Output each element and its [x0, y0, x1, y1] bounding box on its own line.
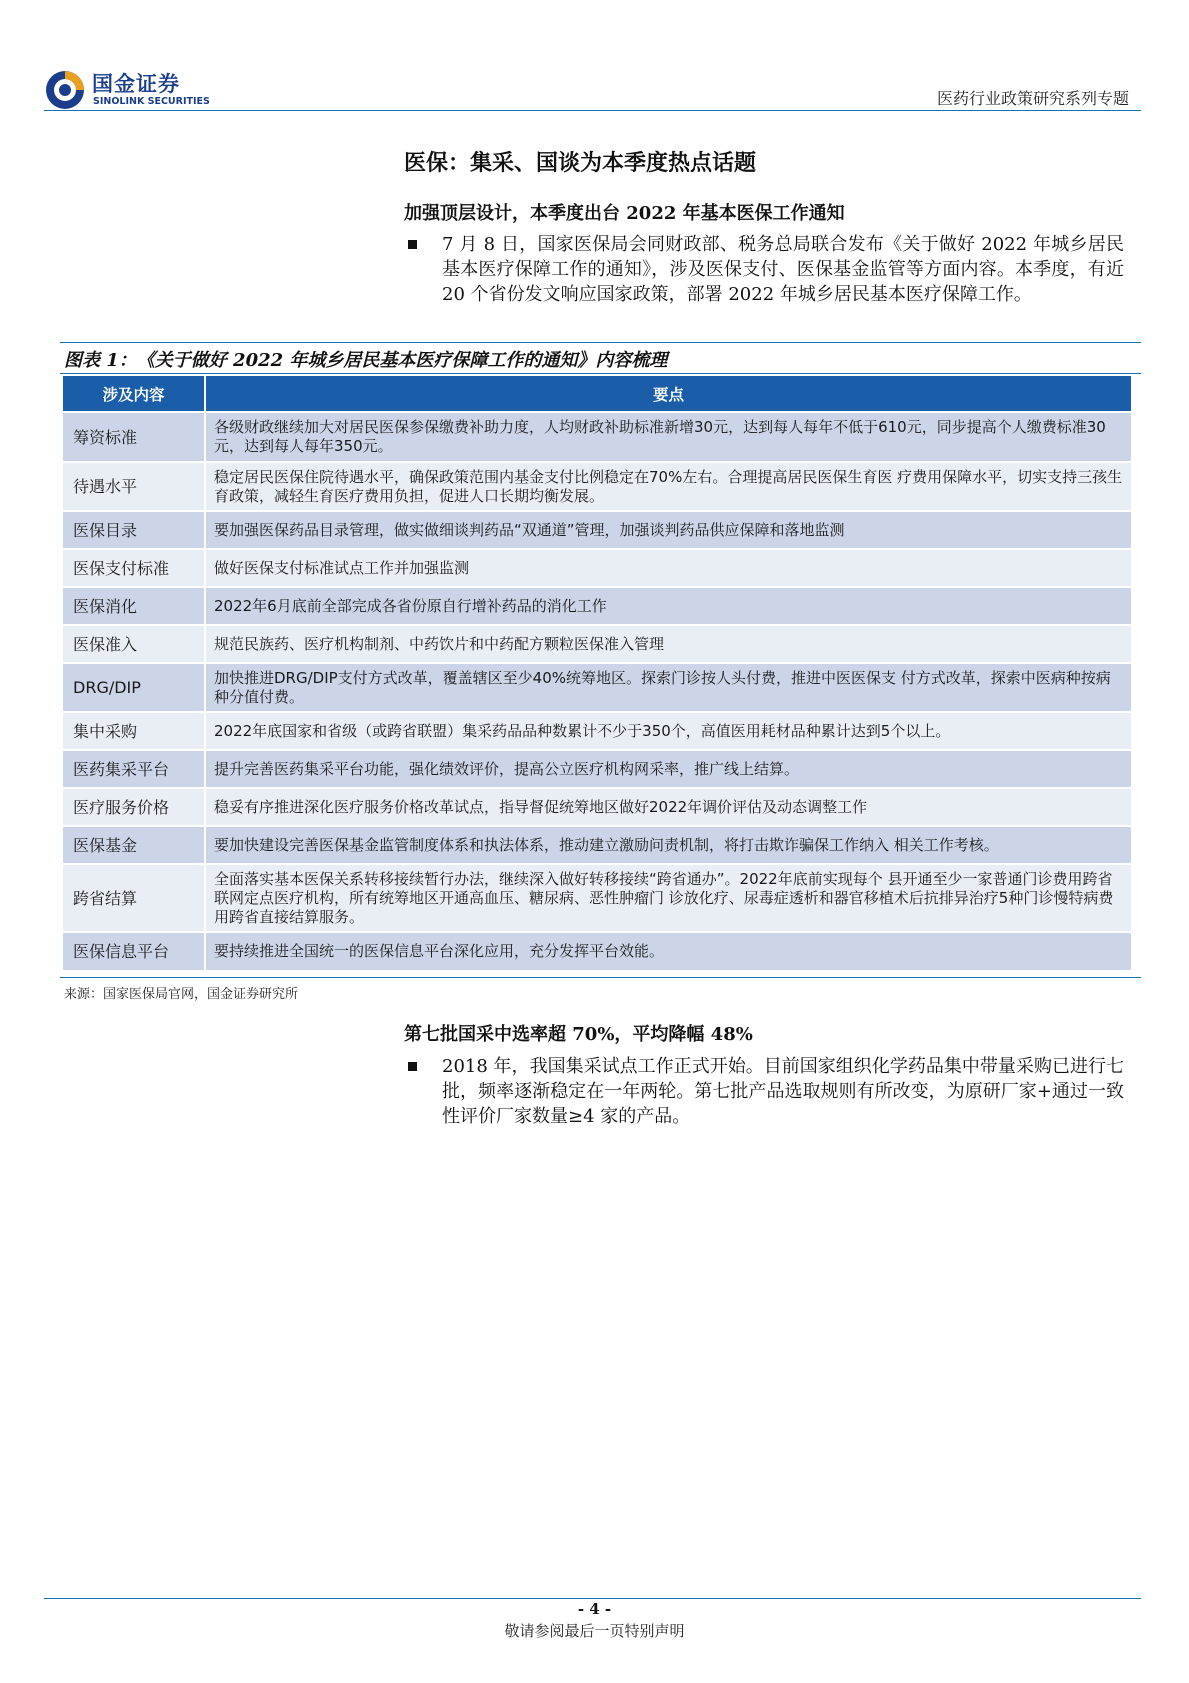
sinolink-logo-icon	[44, 69, 86, 111]
page-number: - 4 -	[577, 1600, 612, 1618]
topic-cell: 医药集采平台	[63, 750, 205, 788]
topic-cell: 医疗服务价格	[63, 788, 205, 826]
topic-cell: 医保基金	[63, 826, 205, 864]
topic-cell: 医保准入	[63, 625, 205, 663]
bullet-square-icon	[408, 240, 417, 249]
point-cell: 2022年底国家和省级（或跨省联盟）集采药品品种数累计不少于350个，高值医用耗材品种累计达到5个以上。	[205, 712, 1131, 750]
column-header-topic: 涉及内容	[63, 376, 205, 412]
table-row	[63, 826, 1131, 864]
topic-cell: 集中采购	[63, 712, 205, 750]
point-cell: 稳妥有序推进深化医疗服务价格改革试点，指导督促统筹地区做好2022年调价评估及动态调整工作	[205, 788, 1131, 826]
point-cell: 稳定居民医保住院待遇水平，确保政策范围内基金支付比例稳定在70%左右。合理提高居民医保生育医 疗费用保障水平，切实支持三孩生育政策，减轻生育医疗费用负担，促进人口长期均衡发展。	[205, 462, 1131, 511]
table-bottom-rule	[60, 977, 1141, 978]
subsection-heading-policy: 加强顶层设计，本季度出台 2022 年基本医保工作通知	[404, 203, 845, 224]
company-logo	[44, 66, 220, 112]
topic-cell: 医保信息平台	[63, 932, 205, 970]
figure-title-rule	[60, 373, 1141, 374]
point-cell: 要加强医保药品目录管理，做实做细谈判药品“双通道”管理，加强谈判药品供应保障和落地监测	[205, 511, 1131, 549]
table-row	[63, 932, 1131, 970]
point-cell: 做好医保支付标准试点工作并加强监测	[205, 549, 1131, 587]
logo-text-cn: 国金证券	[92, 72, 180, 96]
logo-text-en: SINOLINK SECURITIES	[93, 96, 210, 107]
table-row	[63, 412, 1131, 462]
topic-cell: 医保目录	[63, 511, 205, 549]
point-cell: 提升完善医药集采平台功能，强化绩效评价，提高公立医疗机构网采率，推广线上结算。	[205, 750, 1131, 788]
figure-title: 图表 1：《关于做好 2022 年城乡居民基本医疗保障工作的通知》内容梳理	[64, 350, 668, 371]
figure-source: 来源：国家医保局官网，国金证券研究所	[64, 987, 299, 1002]
bullet-paragraph-procurement	[404, 1054, 1124, 1129]
point-cell: 全面落实基本医保关系转移接续暂行办法，继续深入做好转移接续“跨省通办”。2022年底前实现每个 县开通至少一家普通门诊费用跨省联网定点医疗机构，所有统筹地区开通高血压、糖尿病、恶性肿瘤门 诊放化疗、尿毒症透析和器官移植术后抗排异治疗5种门诊慢特病费用跨省直接结算服务。	[205, 864, 1131, 932]
header-divider	[44, 110, 1141, 111]
figure-top-rule	[60, 342, 1141, 343]
topic-cell: 跨省结算	[63, 864, 205, 932]
disclaimer-note: 敬请参阅最后一页特别声明	[504, 1622, 685, 1640]
table-row	[63, 625, 1131, 663]
policy-table	[63, 376, 1131, 970]
point-cell: 各级财政继续加大对居民医保参保缴费补助力度，人均财政补助标准新增30元，达到每人每年不低于610元，同步提高个人缴费标准30元，达到每人每年350元。	[205, 412, 1131, 462]
table-row	[63, 788, 1131, 826]
point-cell: 加快推进DRG/DIP支付方式改革，覆盖辖区至少40%统筹地区。探索门诊按人头付费，推进中医医保支 付方式改革，探索中医病种按病种分值付费。	[205, 663, 1131, 712]
point-cell: 2022年6月底前全部完成各省份原自行增补药品的消化工作	[205, 587, 1131, 625]
topic-cell: 筹资标准	[63, 412, 205, 462]
table-row	[63, 587, 1131, 625]
table-row	[63, 511, 1131, 549]
table-header-row	[63, 376, 1131, 412]
point-cell: 要持续推进全国统一的医保信息平台深化应用，充分发挥平台效能。	[205, 932, 1131, 970]
report-series-title: 医药行业政策研究系列专题	[936, 89, 1129, 108]
bullet-text: 2018 年，我国集采试点工作正式开始。目前国家组织化学药品集中带量采购已进行七批，频率逐渐稳定在一年两轮。第七批产品选取规则有所改变，为原研厂家+通过一致性评价厂家数量≥4 家的产品。	[442, 1056, 1124, 1127]
footer-divider	[44, 1598, 1141, 1599]
table-row	[63, 864, 1131, 932]
topic-cell: 医保消化	[63, 587, 205, 625]
section-title: 医保：集采、国谈为本季度热点话题	[404, 150, 757, 176]
table-row	[63, 663, 1131, 712]
point-cell: 要加快建设完善医保基金监管制度体系和执法体系，推动建立激励问责机制，将打击欺诈骗保工作纳入 相关工作考核。	[205, 826, 1131, 864]
subsection-heading-procurement: 第七批国采中选率超 70%，平均降幅 48%	[404, 1024, 753, 1045]
topic-cell: 待遇水平	[63, 462, 205, 511]
table-row	[63, 462, 1131, 511]
bullet-text: 7 月 8 日，国家医保局会同财政部、税务总局联合发布《关于做好 2022 年城乡居民基本医疗保障工作的通知》，涉及医保支付、医保基金监管等方面内容。本季度，有近 20 个省份发文响应国家政策，部署 2022 年城乡居民基本医疗保障工作。	[442, 234, 1124, 305]
table-row	[63, 712, 1131, 750]
table-row	[63, 549, 1131, 587]
column-header-point: 要点	[205, 376, 1131, 412]
table-row	[63, 750, 1131, 788]
bullet-square-icon	[408, 1062, 417, 1071]
topic-cell: DRG/DIP	[63, 663, 205, 712]
point-cell: 规范民族药、医疗机构制剂、中药饮片和中药配方颗粒医保准入管理	[205, 625, 1131, 663]
topic-cell: 医保支付标准	[63, 549, 205, 587]
bullet-paragraph-policy	[404, 232, 1124, 307]
